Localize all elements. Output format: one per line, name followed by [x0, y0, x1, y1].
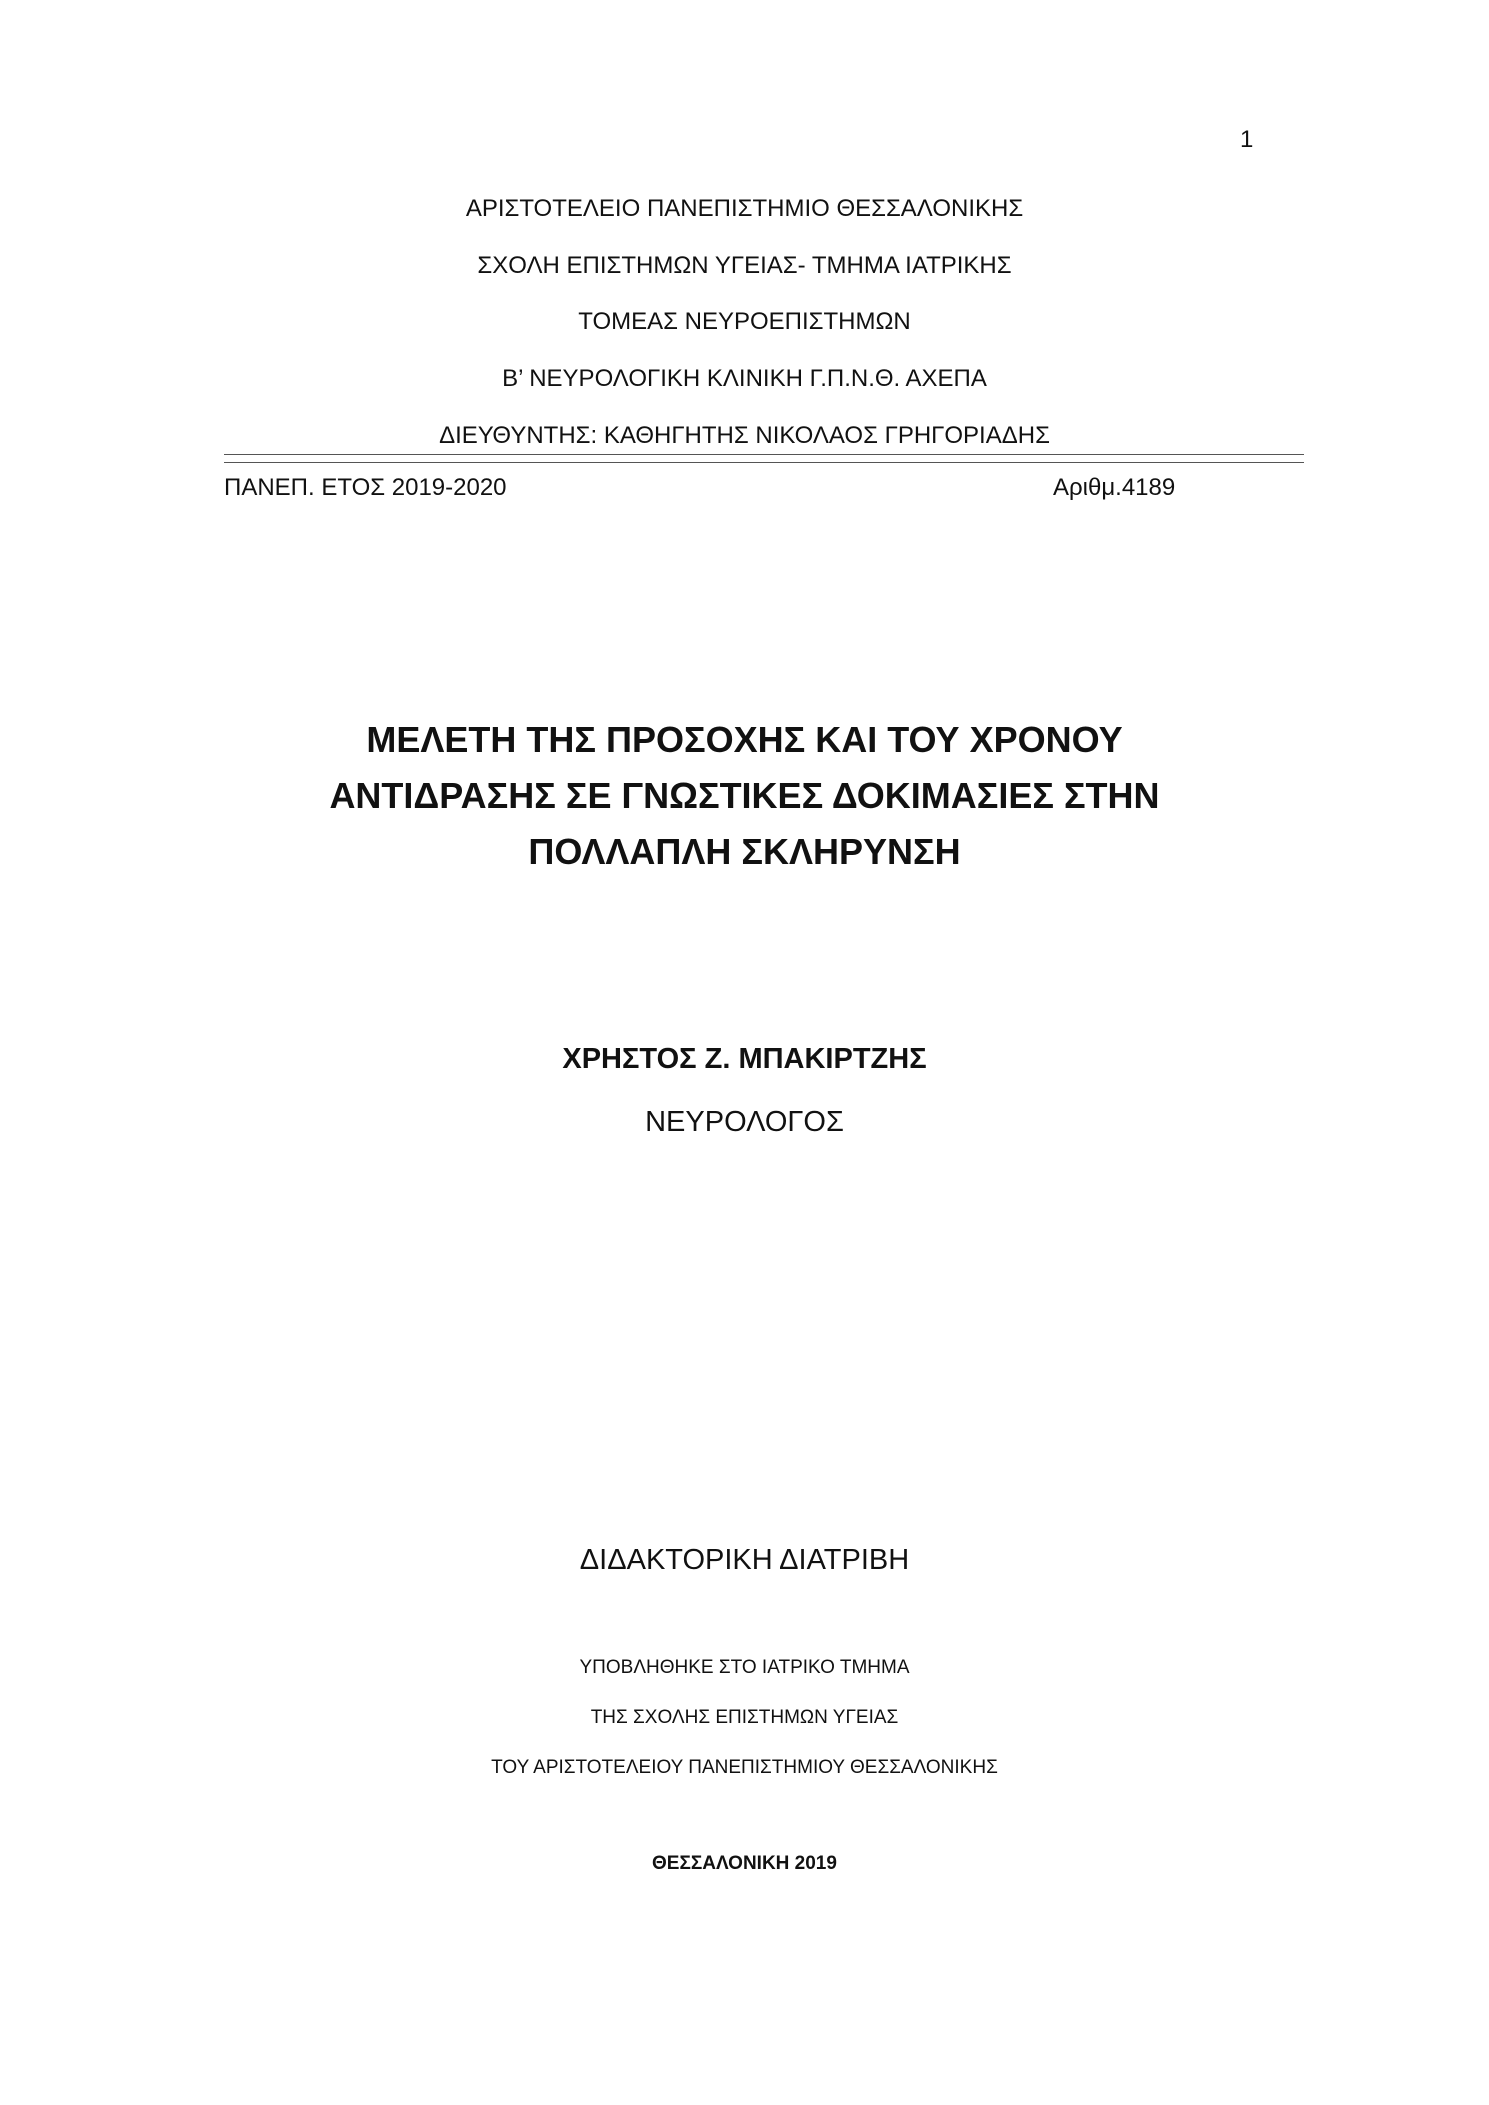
school-department: ΣΧΟΛΗ ΕΠΙΣΤΗΜΩΝ ΥΓΕΙΑΣ- ΤΜΗΜΑ ΙΑΤΡΙΚΗΣ [477, 252, 1012, 279]
city-year: ΘΕΣΣΑΛΟΝΙΚΗ 2019 [652, 1853, 837, 1874]
thesis-title [0, 712, 1489, 880]
author-specialty: ΝΕΥΡΟΛΟΓΟΣ [645, 1106, 844, 1138]
reference-number: Αριθμ.4189 [1053, 474, 1176, 501]
submission-line: ΥΠΟΒΛΗΘΗΚΕ ΣΤΟ ΙΑΤΡΙΚΟ ΤΜΗΜΑ [579, 1657, 910, 1678]
header-divider-top [224, 454, 1304, 455]
document-type: ΔΙΔΑΚΤΟΡΙΚΗ ΔΙΑΤΡΙΒΗ [579, 1544, 910, 1576]
academic-year: ΠΑΝΕΠ. ΕΤΟΣ 2019-2020 [224, 474, 507, 501]
sector-name: ΤΟΜΕΑΣ ΝΕΥΡΟΕΠΙΣΤΗΜΩΝ [578, 308, 911, 335]
author-name: ΧΡΗΣΤΟΣ Ζ. ΜΠΑΚΙΡΤΖΗΣ [562, 1043, 927, 1075]
header-divider-bottom [224, 462, 1304, 463]
thesis-title-line: ΑΝΤΙΔΡΑΣΗΣ ΣΕ ΓΝΩΣΤΙΚΕΣ ΔΟΚΙΜΑΣΙΕΣ ΣΤΗΝ [329, 775, 1160, 816]
submission-line: ΤΗΣ ΣΧΟΛΗΣ ΕΠΙΣΤΗΜΩΝ ΥΓΕΙΑΣ [590, 1707, 899, 1728]
page-number: 1 [1240, 126, 1254, 153]
thesis-title-line: ΠΟΛΛΑΠΛΗ ΣΚΛΗΡΥΝΣΗ [528, 831, 961, 872]
clinic-name: Β’ ΝΕΥΡΟΛΟΓΙΚΗ ΚΛΙΝΙΚΗ Γ.Π.Ν.Θ. ΑΧΕΠΑ [502, 365, 987, 392]
thesis-title-line: ΜΕΛΕΤΗ ΤΗΣ ΠΡΟΣΟΧΗΣ ΚΑΙ ΤΟΥ ΧΡΟΝΟΥ [366, 719, 1123, 760]
submission-line: ΤΟΥ ΑΡΙΣΤΟΤΕΛΕΙΟΥ ΠΑΝΕΠΙΣΤΗΜΙΟΥ ΘΕΣΣΑΛΟΝΙΚΗΣ [491, 1757, 998, 1778]
director-line: ΔΙΕΥΘΥΝΤΗΣ: ΚΑΘΗΓΗΤΗΣ ΝΙΚΟΛΑΟΣ ΓΡΗΓΟΡΙΑΔΗΣ [439, 422, 1050, 449]
university-name: ΑΡΙΣΤΟΤΕΛΕΙΟ ΠΑΝΕΠΙΣΤΗΜΙΟ ΘΕΣΣΑΛΟΝΙΚΗΣ [465, 195, 1024, 222]
